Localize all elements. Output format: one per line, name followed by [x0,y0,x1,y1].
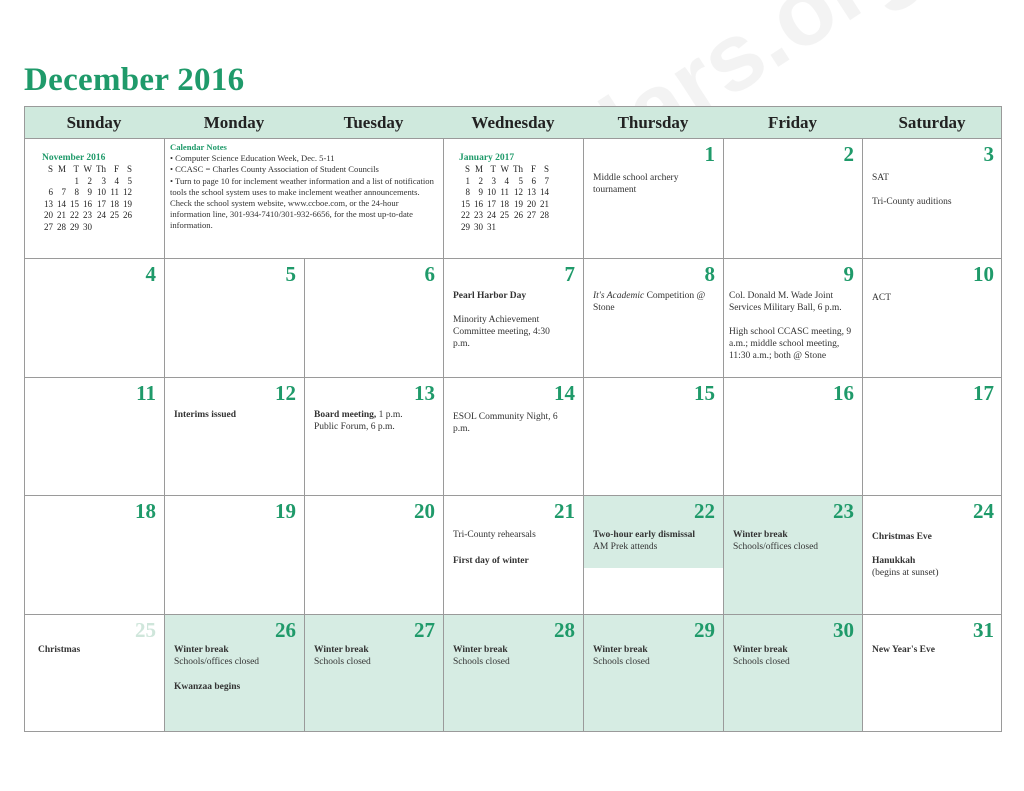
day-cell [723,377,862,495]
mini-day: 27 [527,210,536,220]
day-number: 16 [833,381,854,405]
note-item: • Turn to page 10 for inclement weather information and a list of notification tools the school system uses to make inclement weather announcements. Check the school system website, www.ccboe.com, or the 24-hour information line, 301-934-7410/301-932-6656, for the most up-to-date information. [170,175,434,231]
mini-day: 17 [487,198,496,209]
mini-day: 11 [500,187,509,197]
event: Schools closed [453,657,510,667]
mini-day: 15 [70,198,79,209]
grid-line [24,138,1002,139]
day-cell [862,495,1002,614]
grid-line [24,258,1002,259]
mini-day: 12 [123,187,132,197]
mini-day: 19 [123,198,132,209]
day-number: 21 [554,499,575,523]
note-item: • CCASC = Charles County Association of Student Councils [170,164,379,175]
mini-head: Th [513,164,523,174]
grid-line [24,614,1002,615]
mini-calendar-january [459,152,551,233]
mini-day: 18 [500,198,509,209]
weekday-friday: Friday [723,106,862,139]
mini-calendar-november [42,152,134,233]
day-cell [862,258,1002,377]
mini-day: 3 [101,175,106,186]
event: Kwanzaa begins [174,682,241,692]
event-emphasis: It's Academic [593,291,645,301]
day-number: 13 [414,381,435,405]
mini-head: F [530,164,536,174]
event: Winter break [314,645,369,655]
note-item: • Computer Science Education Week, Dec. 5-11 [170,153,335,164]
day-number: 18 [135,499,156,523]
mini-day [511,222,525,234]
day-number: 9 [843,262,854,286]
mini-head: M [57,164,66,174]
day-number: 10 [973,262,994,286]
event: Schools/offices closed [733,542,819,552]
day-number: 11 [136,381,156,405]
grid-line [583,138,584,732]
event: Christmas [38,645,81,655]
grid-line [24,106,25,732]
mini-day [42,176,55,188]
day-cell [723,614,862,732]
calendar-grid [24,106,1002,732]
day-cell [862,614,1002,732]
day-cell [723,138,862,258]
mini-day: 31 [487,221,496,232]
event: Pearl Harbor Day [453,291,527,301]
mini-day: 7 [61,187,66,197]
event-text: Competition @ Stone [593,291,706,313]
mini-day: 9 [87,187,92,197]
day-cell [723,258,862,377]
day-number: 5 [285,262,296,286]
grid-line [164,138,165,732]
mini-head: W [500,164,509,174]
event: (begins at sunset) [872,568,939,578]
day-cell [304,377,443,495]
mini-day: 4 [504,175,509,186]
event: Hanukkah [872,556,916,566]
event: Schools closed [733,657,790,667]
event: Middle school archery tournament [593,173,679,195]
mini-day: 19 [514,198,523,209]
event: Schools closed [593,657,650,667]
day-number: 3 [983,142,994,166]
mini-day: 20 [44,210,53,220]
event: Winter break [453,645,508,655]
mini-day [538,222,551,234]
day-cell [583,138,723,258]
day-number: 22 [694,499,715,523]
day-number: 6 [424,262,435,286]
event: Winter break [733,645,788,655]
mini-day [121,222,134,234]
mini-head: T [73,164,79,174]
mini-day: 13 [527,187,536,197]
day-cell [723,495,862,614]
mini-day [498,222,511,234]
mini-day [525,222,538,234]
mini-day [108,222,121,234]
page-title: December 2016 [24,62,245,98]
grid-line [1001,106,1002,732]
day-number: 19 [275,499,296,523]
mini-day: 8 [74,187,79,197]
event: Public Forum, 6 p.m. [314,422,395,432]
mini-head: W [83,164,92,174]
mini-head: S [543,164,549,174]
weekday-thursday: Thursday [583,106,723,139]
day-cell [443,377,583,495]
mini-day: 26 [123,210,132,220]
day-number: 1 [704,142,715,166]
day-number: 29 [694,618,715,642]
event: New Year's Eve [872,645,935,655]
event: Interims issued [174,410,237,420]
mini-day: 17 [97,198,106,209]
mini-day: 27 [44,221,53,232]
event: Col. Donald M. Wade Joint Services Military Ball, 6 p.m. [729,291,842,313]
mini-day: 1 [465,175,470,186]
day-number: 23 [833,499,854,523]
mini-day: 6 [531,175,536,186]
mini-day: 7 [544,175,549,186]
mini-day: 20 [527,198,536,209]
mini-head: F [113,164,119,174]
mini-day: 10 [97,187,106,197]
grid-line [443,138,444,732]
day-cell [443,614,583,732]
day-number: 20 [414,499,435,523]
day-number: 12 [275,381,296,405]
event: First day of winter [453,556,529,566]
mini-day: 30 [474,221,483,232]
mini-head: S [126,164,132,174]
mini-day: 9 [478,187,483,197]
mini-day: 2 [87,175,92,186]
day-cell [443,258,583,377]
mini-day: 14 [540,187,549,197]
day-cell [304,614,443,732]
day-cell [583,495,723,614]
event: Winter break [733,530,788,540]
mini-head: T [490,164,496,174]
day-number: 28 [554,618,575,642]
event: ACT [872,293,891,303]
grid-line [24,731,1002,732]
day-number: 26 [275,618,296,642]
cell-jan-mini [443,138,583,258]
mini-day: 29 [70,221,79,232]
mini-day: 4 [114,175,119,186]
day-cell [583,614,723,732]
mini-day [94,222,108,234]
grid-line [24,106,1002,107]
mini-day: 24 [487,210,496,220]
day-number: 15 [694,381,715,405]
weekday-monday: Monday [164,106,304,139]
cell-calendar-notes [164,138,443,258]
event: Tri-County auditions [872,197,952,207]
mini-day: 23 [83,210,92,220]
mini-day: 30 [83,221,92,232]
event: Winter break [593,645,648,655]
event: SAT [872,173,889,183]
weekday-wednesday: Wednesday [443,106,583,139]
day-cell [862,138,1002,258]
day-number: 30 [833,618,854,642]
calendar-notes [170,142,439,232]
day-cell [24,614,164,732]
mini-day: 5 [518,175,523,186]
day-cell [164,377,304,495]
day-cell [862,377,1002,495]
mini-head: S [47,164,53,174]
day-cell [583,258,723,377]
mini-day: 28 [57,221,66,232]
weekday-sunday: Sunday [24,106,164,139]
day-cell [24,377,164,495]
weekday-saturday: Saturday [862,106,1002,139]
mini-day: 29 [461,221,470,232]
event: Christmas Eve [872,532,932,542]
mini-day: 10 [487,187,496,197]
mini-day: 11 [110,187,119,197]
event: Schools/offices closed [174,657,260,667]
event: Two-hour early dismissal [593,530,696,540]
day-number: 2 [843,142,854,166]
day-number: 4 [145,262,156,286]
day-cell [304,258,443,377]
day-number: 7 [564,262,575,286]
day-cell [443,495,583,614]
mini-day: 22 [70,210,79,220]
day-number: 31 [973,618,994,642]
day-cell [164,258,304,377]
day-number: 17 [973,381,994,405]
event: ESOL Community Night, 6 p.m. [453,412,558,434]
cell-nov-mini [24,138,164,258]
event-emphasis: Board meeting, [314,410,377,420]
mini-day: 13 [44,198,53,209]
mini-day: 23 [474,210,483,220]
mini-day: 12 [514,187,523,197]
calendar-notes-title: Calendar Notes [170,142,227,152]
mini-day: 1 [74,175,79,186]
event [593,290,717,314]
event: Winter break [174,645,229,655]
mini-day: 21 [57,210,66,220]
day-cell [24,495,164,614]
day-cell [24,258,164,377]
mini-calendar-title: November 2016 [42,153,106,163]
grid-line [24,377,1002,378]
weekday-tuesday: Tuesday [304,106,443,139]
mini-day: 28 [540,210,549,220]
day-cell [583,377,723,495]
grid-line [304,258,305,732]
event: High school CCASC meeting, 9 a.m.; middle school meeting, 11:30 a.m.; both @ Stone [729,327,852,361]
event-text: 1 p.m. [376,410,403,420]
event: Schools closed [314,657,371,667]
day-number: 25 [135,618,156,642]
mini-day: 21 [540,198,549,209]
mini-day: 22 [461,210,470,220]
mini-day: 3 [491,175,496,186]
mini-day: 25 [110,210,119,220]
day-number: 14 [554,381,575,405]
mini-head: M [474,164,483,174]
event: AM Prek attends [593,542,658,552]
mini-day: 6 [48,187,53,197]
grid-line [723,138,724,732]
mini-day: 26 [514,210,523,220]
day-number: 24 [973,499,994,523]
event: Minority Achievement Committee meeting, 4:30 p.m. [453,315,550,349]
grid-line [24,495,1002,496]
grid-line [862,138,863,732]
day-cell [164,614,304,732]
mini-day: 16 [474,198,483,209]
mini-calendar-title: January 2017 [459,153,515,163]
mini-day: 16 [83,198,92,209]
mini-day: 24 [97,210,106,220]
mini-day: 14 [57,198,66,209]
day-number: 27 [414,618,435,642]
mini-day: 18 [110,198,119,209]
mini-day: 5 [127,175,132,186]
mini-day: 8 [465,187,470,197]
day-cell [304,495,443,614]
mini-day: 25 [500,210,509,220]
mini-day: 15 [461,198,470,209]
mini-head: Th [96,164,106,174]
mini-head: S [464,164,470,174]
day-number: 8 [704,262,715,286]
event: Tri-County rehearsals [453,530,536,540]
mini-day: 2 [478,175,483,186]
event [314,409,437,421]
day-cell [164,495,304,614]
mini-day [55,176,68,188]
